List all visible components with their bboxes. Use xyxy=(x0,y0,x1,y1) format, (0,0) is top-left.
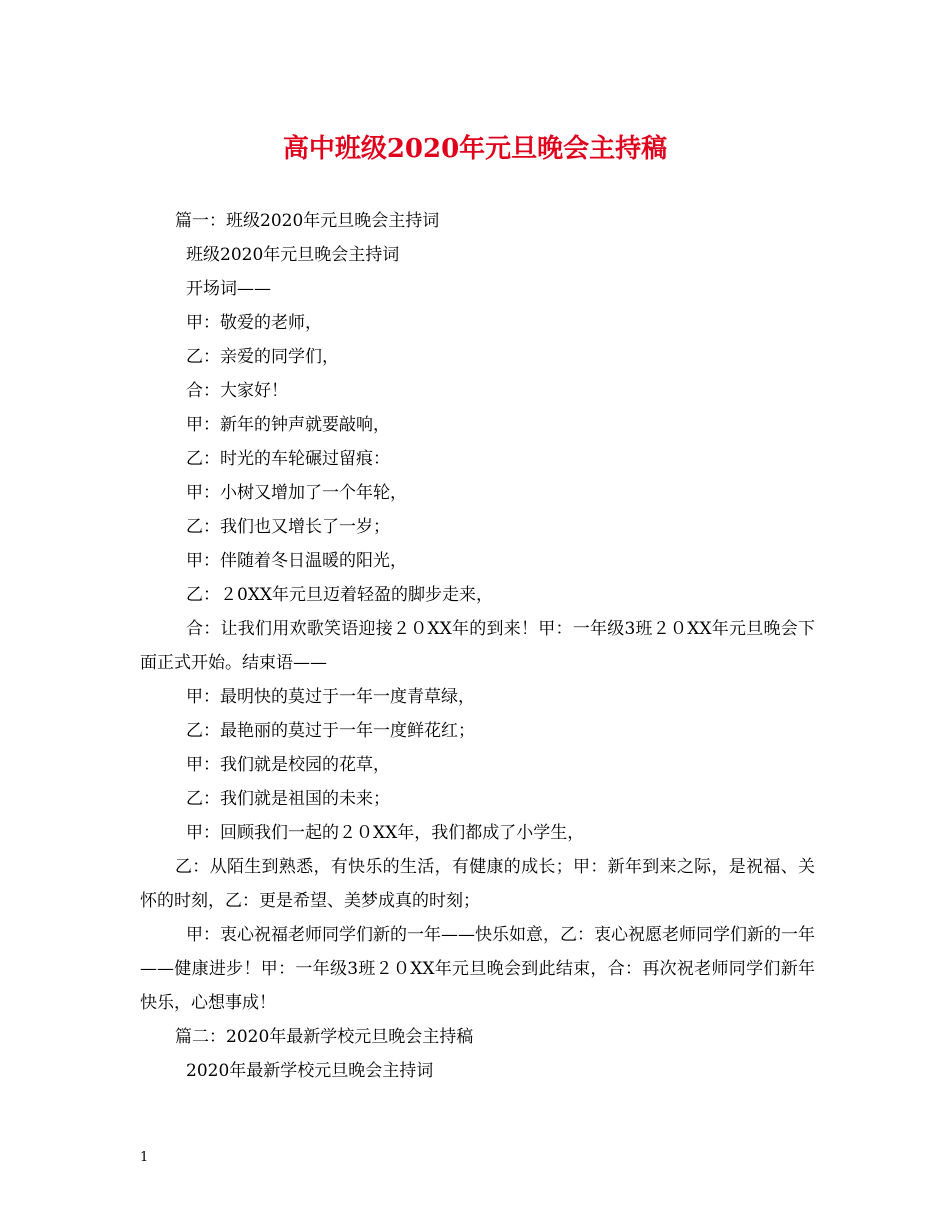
paragraph: 乙：时光的车轮碾过留痕： xyxy=(186,449,390,469)
paragraph: 合：让我们用欢歌笑语迎接２０XX年的到来！甲：一年级3班２０XX年元旦晚会下面正式开始。结束语—— xyxy=(140,619,815,673)
paragraph: 乙：最艳丽的莫过于一年一度鲜花红； xyxy=(186,721,475,741)
paragraph: 甲：我们就是校园的花草， xyxy=(186,755,390,775)
paragraph: 甲：衷心祝福老师同学们新的一年——快乐如意，乙：衷心祝愿老师同学们新的一年——健康进步！甲：一年级3班２０XX年元旦晚会到此结束，合：再次祝老师同学们新年快乐，心想事成！ xyxy=(140,925,815,1013)
document-body xyxy=(140,204,815,1088)
paragraph: 开场词—— xyxy=(186,279,271,299)
paragraph: 2020年最新学校元旦晚会主持词 xyxy=(186,1061,434,1081)
paragraph: 篇一：班级2020年元旦晚会主持词 xyxy=(175,211,440,231)
paragraph: 乙：２0XX年元旦迈着轻盈的脚步走来， xyxy=(186,585,494,605)
paragraph: 班级2020年元旦晚会主持词 xyxy=(186,245,400,265)
paragraph: 甲：最明快的莫过于一年一度青草绿， xyxy=(186,687,475,707)
paragraph: 合：大家好！ xyxy=(186,381,288,401)
page-number: 1 xyxy=(140,1150,149,1165)
paragraph: 乙：从陌生到熟悉，有快乐的生活，有健康的成长；甲：新年到来之际，是祝福、关怀的时刻，乙：更是希望、美梦成真的时刻； xyxy=(140,857,815,911)
paragraph: 甲：小树又增加了一个年轮， xyxy=(186,483,407,503)
paragraph: 甲：敬爱的老师， xyxy=(186,313,322,333)
paragraph: 篇二：2020年最新学校元旦晚会主持稿 xyxy=(175,1027,474,1047)
paragraph: 乙：我们就是祖国的未来； xyxy=(186,789,390,809)
paragraph: 甲：回顾我们一起的２０XX年，我们都成了小学生， xyxy=(186,823,585,843)
paragraph: 甲：新年的钟声就要敲响， xyxy=(186,415,390,435)
paragraph: 甲：伴随着冬日温暖的阳光， xyxy=(186,551,407,571)
page-title: 高中班级2020年元旦晚会主持稿 xyxy=(282,134,668,164)
paragraph: 乙：亲爱的同学们， xyxy=(186,347,339,367)
paragraph: 乙：我们也又增长了一岁； xyxy=(186,517,390,537)
